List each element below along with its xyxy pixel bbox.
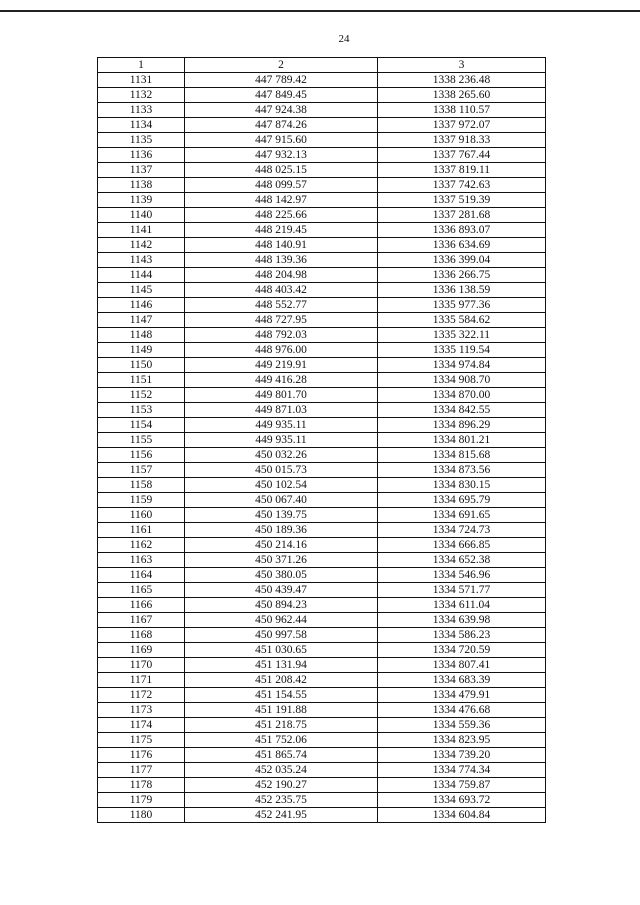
y-coordinate-cell: 1337 972.07: [378, 118, 546, 133]
table-row: [98, 463, 546, 478]
x-coordinate-cell: 451 865.74: [185, 748, 378, 763]
table-row: [98, 583, 546, 598]
point-number-cell: 1152: [98, 388, 185, 403]
y-coordinate-cell: 1334 974.84: [378, 358, 546, 373]
x-coordinate-cell: 447 924.38: [185, 103, 378, 118]
table-row: [98, 343, 546, 358]
y-coordinate-cell: 1334 908.70: [378, 373, 546, 388]
y-coordinate-cell: 1334 896.29: [378, 418, 546, 433]
x-coordinate-cell: 448 025.15: [185, 163, 378, 178]
y-coordinate-cell: 1336 266.75: [378, 268, 546, 283]
y-coordinate-cell: 1334 724.73: [378, 523, 546, 538]
x-coordinate-cell: 450 102.54: [185, 478, 378, 493]
table-header: [98, 58, 546, 73]
table-row: [98, 628, 546, 643]
x-coordinate-cell: 450 997.58: [185, 628, 378, 643]
point-number-cell: 1175: [98, 733, 185, 748]
table-row: [98, 418, 546, 433]
point-number-cell: 1178: [98, 778, 185, 793]
point-number-cell: 1169: [98, 643, 185, 658]
y-coordinate-cell: 1334 720.59: [378, 643, 546, 658]
x-coordinate-cell: 450 380.05: [185, 568, 378, 583]
y-coordinate-cell: 1334 546.96: [378, 568, 546, 583]
y-coordinate-cell: 1336 138.59: [378, 283, 546, 298]
y-coordinate-cell: 1334 691.65: [378, 508, 546, 523]
point-number-cell: 1154: [98, 418, 185, 433]
point-number-cell: 1164: [98, 568, 185, 583]
point-number-cell: 1148: [98, 328, 185, 343]
table-row: [98, 238, 546, 253]
table-row: [98, 388, 546, 403]
table-row: [98, 328, 546, 343]
y-coordinate-cell: 1334 571.77: [378, 583, 546, 598]
x-coordinate-cell: 448 552.77: [185, 298, 378, 313]
top-rule: [0, 10, 640, 12]
table-row: [98, 568, 546, 583]
table-row: [98, 208, 546, 223]
table-row: [98, 268, 546, 283]
x-coordinate-cell: 447 932.13: [185, 148, 378, 163]
table-row: [98, 163, 546, 178]
x-coordinate-cell: 450 894.23: [185, 598, 378, 613]
x-coordinate-cell: 448 727.95: [185, 313, 378, 328]
y-coordinate-cell: 1334 476.68: [378, 703, 546, 718]
table-row: [98, 73, 546, 88]
y-coordinate-cell: 1334 739.20: [378, 748, 546, 763]
x-coordinate-cell: 448 142.97: [185, 193, 378, 208]
table-row: [98, 553, 546, 568]
table-row: [98, 403, 546, 418]
x-coordinate-cell: 449 871.03: [185, 403, 378, 418]
x-coordinate-cell: 450 015.73: [185, 463, 378, 478]
point-number-cell: 1144: [98, 268, 185, 283]
point-number-cell: 1133: [98, 103, 185, 118]
x-coordinate-cell: 450 214.16: [185, 538, 378, 553]
x-coordinate-cell: 448 099.57: [185, 178, 378, 193]
x-coordinate-cell: 448 139.36: [185, 253, 378, 268]
x-coordinate-cell: 448 140.91: [185, 238, 378, 253]
x-coordinate-cell: 452 190.27: [185, 778, 378, 793]
table-body: [98, 73, 546, 823]
x-coordinate-cell: 447 915.60: [185, 133, 378, 148]
x-coordinate-cell: 449 416.28: [185, 373, 378, 388]
table-row: [98, 223, 546, 238]
y-coordinate-cell: 1334 639.98: [378, 613, 546, 628]
x-coordinate-cell: 451 191.88: [185, 703, 378, 718]
y-coordinate-cell: 1334 559.36: [378, 718, 546, 733]
point-number-cell: 1170: [98, 658, 185, 673]
column-header: 2: [185, 58, 378, 73]
table-row: [98, 298, 546, 313]
table-row: [98, 178, 546, 193]
x-coordinate-cell: 448 792.03: [185, 328, 378, 343]
x-coordinate-cell: 450 139.75: [185, 508, 378, 523]
table-row: [98, 523, 546, 538]
y-coordinate-cell: 1334 695.79: [378, 493, 546, 508]
x-coordinate-cell: 452 241.95: [185, 808, 378, 823]
point-number-cell: 1153: [98, 403, 185, 418]
point-number-cell: 1171: [98, 673, 185, 688]
x-coordinate-cell: 451 131.94: [185, 658, 378, 673]
x-coordinate-cell: 447 849.45: [185, 88, 378, 103]
y-coordinate-cell: 1334 683.39: [378, 673, 546, 688]
point-number-cell: 1134: [98, 118, 185, 133]
point-number-cell: 1142: [98, 238, 185, 253]
x-coordinate-cell: 450 189.36: [185, 523, 378, 538]
point-number-cell: 1149: [98, 343, 185, 358]
y-coordinate-cell: 1334 666.85: [378, 538, 546, 553]
coordinates-table: [97, 57, 546, 823]
table-row: [98, 613, 546, 628]
x-coordinate-cell: 450 067.40: [185, 493, 378, 508]
table-row: [98, 433, 546, 448]
y-coordinate-cell: 1336 399.04: [378, 253, 546, 268]
y-coordinate-cell: 1334 774.34: [378, 763, 546, 778]
table-row: [98, 313, 546, 328]
header-row: [98, 58, 546, 73]
x-coordinate-cell: 449 801.70: [185, 388, 378, 403]
y-coordinate-cell: 1335 322.11: [378, 328, 546, 343]
y-coordinate-cell: 1335 119.54: [378, 343, 546, 358]
y-coordinate-cell: 1334 586.23: [378, 628, 546, 643]
point-number-cell: 1157: [98, 463, 185, 478]
point-number-cell: 1137: [98, 163, 185, 178]
table-row: [98, 103, 546, 118]
point-number-cell: 1135: [98, 133, 185, 148]
table-row: [98, 718, 546, 733]
x-coordinate-cell: 452 035.24: [185, 763, 378, 778]
y-coordinate-cell: 1335 584.62: [378, 313, 546, 328]
point-number-cell: 1166: [98, 598, 185, 613]
point-number-cell: 1180: [98, 808, 185, 823]
point-number-cell: 1177: [98, 763, 185, 778]
point-number-cell: 1139: [98, 193, 185, 208]
point-number-cell: 1136: [98, 148, 185, 163]
table-row: [98, 808, 546, 823]
x-coordinate-cell: 450 439.47: [185, 583, 378, 598]
point-number-cell: 1168: [98, 628, 185, 643]
y-coordinate-cell: 1334 870.00: [378, 388, 546, 403]
table-row: [98, 358, 546, 373]
y-coordinate-cell: 1334 873.56: [378, 463, 546, 478]
table-row: [98, 763, 546, 778]
x-coordinate-cell: 447 874.26: [185, 118, 378, 133]
table-row: [98, 643, 546, 658]
y-coordinate-cell: 1337 767.44: [378, 148, 546, 163]
y-coordinate-cell: 1337 819.11: [378, 163, 546, 178]
x-coordinate-cell: 448 225.66: [185, 208, 378, 223]
table-row: [98, 478, 546, 493]
y-coordinate-cell: 1337 281.68: [378, 208, 546, 223]
x-coordinate-cell: 448 976.00: [185, 343, 378, 358]
point-number-cell: 1146: [98, 298, 185, 313]
y-coordinate-cell: 1334 842.55: [378, 403, 546, 418]
y-coordinate-cell: 1336 634.69: [378, 238, 546, 253]
x-coordinate-cell: 451 030.65: [185, 643, 378, 658]
y-coordinate-cell: 1338 110.57: [378, 103, 546, 118]
y-coordinate-cell: 1334 693.72: [378, 793, 546, 808]
table-row: [98, 493, 546, 508]
page-number: 24: [338, 33, 350, 45]
y-coordinate-cell: 1337 918.33: [378, 133, 546, 148]
point-number-cell: 1161: [98, 523, 185, 538]
y-coordinate-cell: 1337 742.63: [378, 178, 546, 193]
y-coordinate-cell: 1335 977.36: [378, 298, 546, 313]
table-row: [98, 658, 546, 673]
point-number-cell: 1159: [98, 493, 185, 508]
table-row: [98, 193, 546, 208]
point-number-cell: 1158: [98, 478, 185, 493]
x-coordinate-cell: 450 371.26: [185, 553, 378, 568]
y-coordinate-cell: 1334 801.21: [378, 433, 546, 448]
y-coordinate-cell: 1334 611.04: [378, 598, 546, 613]
y-coordinate-cell: 1334 759.87: [378, 778, 546, 793]
x-coordinate-cell: 449 935.11: [185, 433, 378, 448]
point-number-cell: 1131: [98, 73, 185, 88]
table-row: [98, 538, 546, 553]
point-number-cell: 1147: [98, 313, 185, 328]
table-row: [98, 733, 546, 748]
table-row: [98, 793, 546, 808]
column-header: 3: [378, 58, 546, 73]
table-row: [98, 133, 546, 148]
y-coordinate-cell: 1334 807.41: [378, 658, 546, 673]
x-coordinate-cell: 449 935.11: [185, 418, 378, 433]
table-row: [98, 253, 546, 268]
y-coordinate-cell: 1334 823.95: [378, 733, 546, 748]
point-number-cell: 1176: [98, 748, 185, 763]
table-row: [98, 373, 546, 388]
y-coordinate-cell: 1338 236.48: [378, 73, 546, 88]
x-coordinate-cell: 451 218.75: [185, 718, 378, 733]
x-coordinate-cell: 450 962.44: [185, 613, 378, 628]
table-row: [98, 88, 546, 103]
table-row: [98, 448, 546, 463]
point-number-cell: 1138: [98, 178, 185, 193]
point-number-cell: 1165: [98, 583, 185, 598]
table-row: [98, 508, 546, 523]
table-row: [98, 118, 546, 133]
table-row: [98, 778, 546, 793]
x-coordinate-cell: 451 752.06: [185, 733, 378, 748]
table-row: [98, 283, 546, 298]
point-number-cell: 1167: [98, 613, 185, 628]
table-row: [98, 688, 546, 703]
point-number-cell: 1145: [98, 283, 185, 298]
point-number-cell: 1140: [98, 208, 185, 223]
point-number-cell: 1141: [98, 223, 185, 238]
x-coordinate-cell: 452 235.75: [185, 793, 378, 808]
point-number-cell: 1173: [98, 703, 185, 718]
x-coordinate-cell: 451 154.55: [185, 688, 378, 703]
table-row: [98, 148, 546, 163]
x-coordinate-cell: 447 789.42: [185, 73, 378, 88]
table-row: [98, 703, 546, 718]
point-number-cell: 1150: [98, 358, 185, 373]
y-coordinate-cell: 1334 604.84: [378, 808, 546, 823]
point-number-cell: 1172: [98, 688, 185, 703]
point-number-cell: 1162: [98, 538, 185, 553]
table-row: [98, 598, 546, 613]
x-coordinate-cell: 451 208.42: [185, 673, 378, 688]
y-coordinate-cell: 1334 815.68: [378, 448, 546, 463]
point-number-cell: 1155: [98, 433, 185, 448]
y-coordinate-cell: 1334 652.38: [378, 553, 546, 568]
point-number-cell: 1163: [98, 553, 185, 568]
y-coordinate-cell: 1336 893.07: [378, 223, 546, 238]
y-coordinate-cell: 1338 265.60: [378, 88, 546, 103]
y-coordinate-cell: 1334 479.91: [378, 688, 546, 703]
point-number-cell: 1143: [98, 253, 185, 268]
x-coordinate-cell: 448 219.45: [185, 223, 378, 238]
point-number-cell: 1132: [98, 88, 185, 103]
y-coordinate-cell: 1334 830.15: [378, 478, 546, 493]
point-number-cell: 1151: [98, 373, 185, 388]
point-number-cell: 1156: [98, 448, 185, 463]
point-number-cell: 1160: [98, 508, 185, 523]
x-coordinate-cell: 448 204.98: [185, 268, 378, 283]
x-coordinate-cell: 449 219.91: [185, 358, 378, 373]
y-coordinate-cell: 1337 519.39: [378, 193, 546, 208]
point-number-cell: 1179: [98, 793, 185, 808]
column-header: 1: [98, 58, 185, 73]
x-coordinate-cell: 448 403.42: [185, 283, 378, 298]
x-coordinate-cell: 450 032.26: [185, 448, 378, 463]
table-row: [98, 673, 546, 688]
table-row: [98, 748, 546, 763]
point-number-cell: 1174: [98, 718, 185, 733]
